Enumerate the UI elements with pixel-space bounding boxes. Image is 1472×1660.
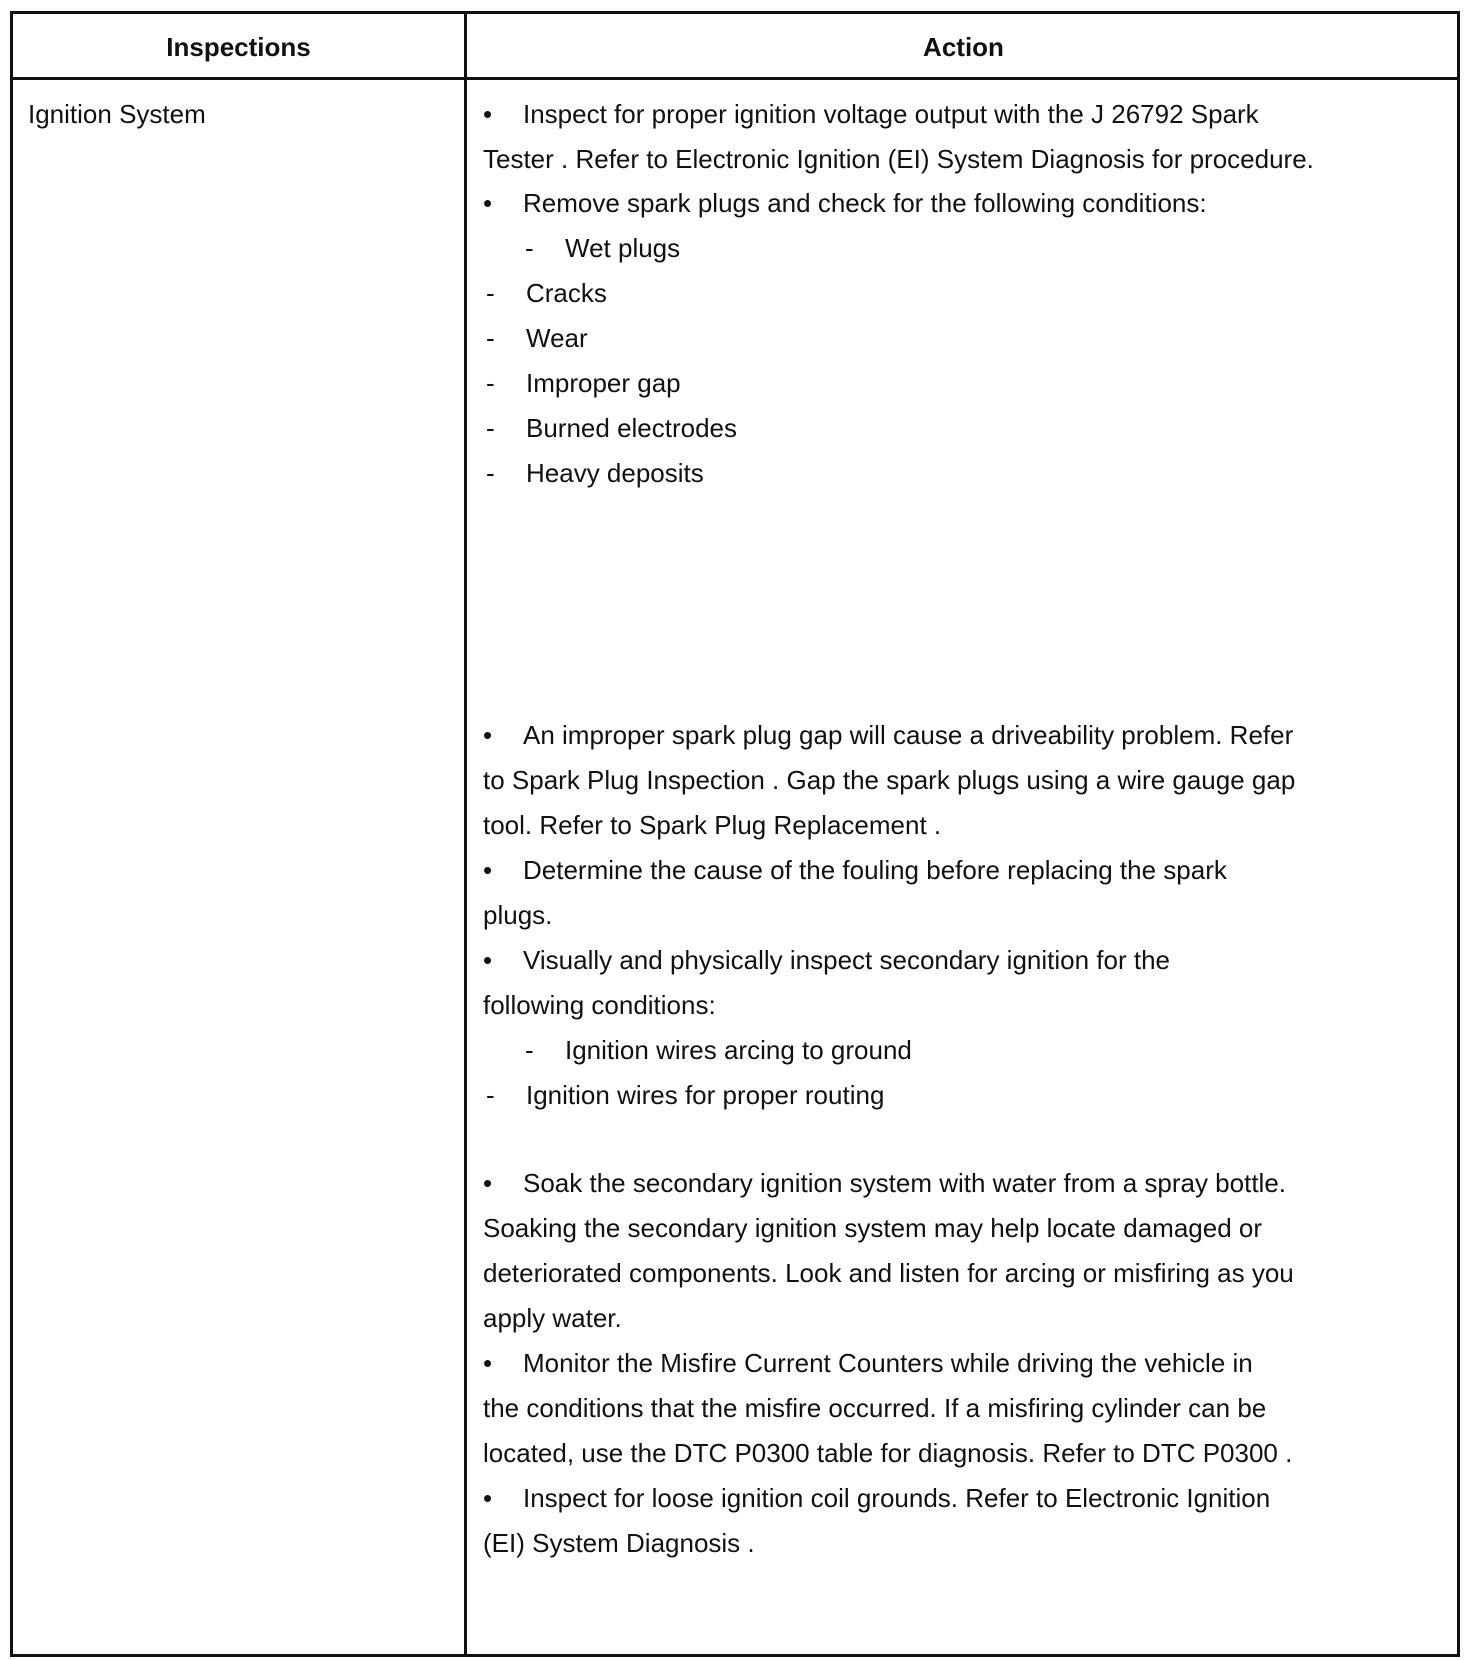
action-line: Soaking the secondary ignition system may help locate damaged or bbox=[483, 1213, 1262, 1243]
sub-item: Ignition wires arcing to ground bbox=[565, 1035, 912, 1065]
dash-mark: - bbox=[486, 278, 495, 308]
action-line: Inspect for proper ignition voltage output with the J 26792 Spark bbox=[523, 99, 1259, 129]
header-action: Action bbox=[923, 32, 1004, 62]
bullet-mark: • bbox=[483, 1348, 493, 1378]
bullet-mark: • bbox=[483, 1168, 493, 1198]
action-line: Monitor the Misfire Current Counters while driving the vehicle in bbox=[523, 1348, 1253, 1378]
action-line: tool. Refer to Spark Plug Replacement . bbox=[483, 810, 942, 840]
sub-item: Cracks bbox=[526, 278, 607, 308]
action-line: (EI) System Diagnosis . bbox=[483, 1528, 755, 1558]
action-line: Tester . Refer to Electronic Ignition (EI) System Diagnosis for procedure. bbox=[483, 144, 1314, 174]
bullet-mark: • bbox=[483, 188, 493, 218]
action-line: Inspect for loose ignition coil grounds. Refer to Electronic Ignition bbox=[523, 1483, 1271, 1513]
dash-mark: - bbox=[486, 323, 495, 353]
action-line: to Spark Plug Inspection . Gap the spark plugs using a wire gauge gap bbox=[483, 765, 1296, 795]
inspection-cell: Ignition System bbox=[28, 99, 206, 129]
diagnostic-table bbox=[10, 11, 1460, 1657]
bullet-mark: • bbox=[483, 945, 493, 975]
action-line: An improper spark plug gap will cause a driveability problem. Refer bbox=[523, 720, 1294, 750]
action-line: Determine the cause of the fouling before replacing the spark bbox=[523, 855, 1227, 885]
action-line: Soak the secondary ignition system with water from a spray bottle. bbox=[523, 1168, 1287, 1198]
dash-mark: - bbox=[486, 458, 495, 488]
action-line: the conditions that the misfire occurred. If a misfiring cylinder can be bbox=[483, 1393, 1267, 1423]
sub-item: Heavy deposits bbox=[526, 458, 704, 488]
dash-mark: - bbox=[525, 1035, 534, 1065]
bullet-mark: • bbox=[483, 1483, 493, 1513]
bullet-mark: • bbox=[483, 855, 493, 885]
column-divider bbox=[464, 14, 467, 1654]
action-line: following conditions: bbox=[483, 990, 716, 1020]
action-line: plugs. bbox=[483, 900, 553, 930]
header-inspections: Inspections bbox=[166, 32, 311, 62]
action-line: apply water. bbox=[483, 1303, 622, 1333]
dash-mark: - bbox=[486, 368, 495, 398]
action-line: deteriorated components. Look and listen for arcing or misfiring as you bbox=[483, 1258, 1294, 1288]
sub-item: Wet plugs bbox=[565, 233, 681, 263]
header-divider bbox=[13, 77, 1457, 80]
bullet-mark: • bbox=[483, 720, 493, 750]
sub-item: Ignition wires for proper routing bbox=[526, 1080, 885, 1110]
dash-mark: - bbox=[486, 413, 495, 443]
dash-mark: - bbox=[525, 233, 534, 263]
dash-mark: - bbox=[486, 1080, 495, 1110]
sub-item: Burned electrodes bbox=[526, 413, 738, 443]
sub-item: Wear bbox=[526, 323, 588, 353]
action-line: Remove spark plugs and check for the following conditions: bbox=[523, 188, 1207, 218]
sub-item: Improper gap bbox=[526, 368, 681, 398]
action-line: Visually and physically inspect secondary ignition for the bbox=[523, 945, 1170, 975]
bullet-mark: • bbox=[483, 99, 493, 129]
action-line: located, use the DTC P0300 table for diagnosis. Refer to DTC P0300 . bbox=[483, 1438, 1293, 1468]
